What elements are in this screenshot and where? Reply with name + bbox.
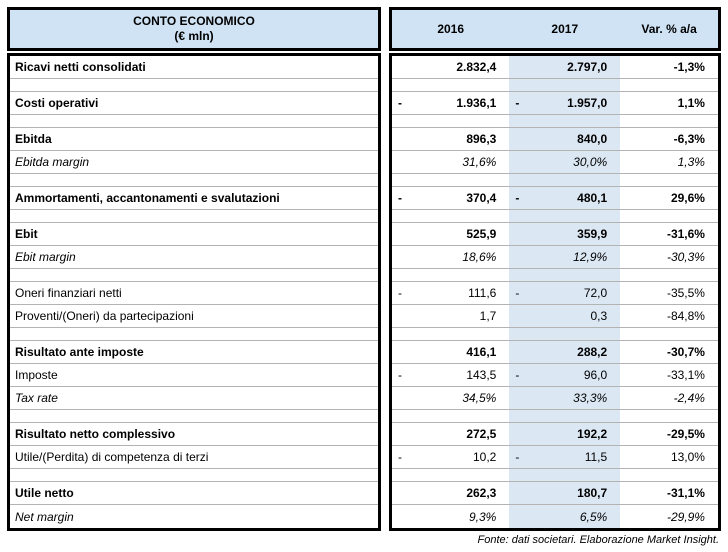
label-row xyxy=(10,341,378,364)
row-label: Ebit xyxy=(15,227,38,241)
cell-var xyxy=(620,92,718,114)
label-row xyxy=(10,423,378,446)
values-row xyxy=(392,223,718,246)
minus-sign: - xyxy=(515,368,520,382)
value-var: -29,5% xyxy=(666,427,705,441)
value-2017: 180,7 xyxy=(577,486,608,500)
spacer-values-row xyxy=(392,410,718,423)
cell-2016 xyxy=(392,128,509,150)
row-label: Costi operativi xyxy=(15,96,99,110)
cell-var xyxy=(620,187,718,209)
cell-2016 xyxy=(392,174,509,186)
value-2016: 1,7 xyxy=(479,309,497,323)
value-2016: 9,3% xyxy=(469,509,497,524)
cell-var xyxy=(620,115,718,127)
tables-container xyxy=(7,7,721,531)
column-header-2017: 2017 xyxy=(551,22,579,36)
cell-2016 xyxy=(392,223,509,245)
spacer-row xyxy=(10,328,378,341)
column-header-2016: 2016 xyxy=(437,22,465,36)
value-2017: 840,0 xyxy=(577,132,608,146)
cell-2017 xyxy=(509,423,620,445)
cell-2017 xyxy=(509,174,620,186)
spacer-values-row xyxy=(392,174,718,187)
minus-sign: - xyxy=(398,368,402,382)
values-row xyxy=(392,387,718,410)
spacer-values-row xyxy=(392,328,718,341)
label-row xyxy=(10,387,378,410)
value-2016: 272,5 xyxy=(466,427,497,441)
column-header-var: Var. % a/a xyxy=(641,22,697,36)
minus-sign: - xyxy=(398,96,402,110)
value-2017: 2.797,0 xyxy=(567,60,608,74)
values-row xyxy=(392,423,718,446)
cell-var xyxy=(620,341,718,363)
spacer-row xyxy=(10,210,378,223)
cell-var xyxy=(620,79,718,91)
row-label: Utile/(Perdita) di competenza di terzi xyxy=(15,450,209,464)
value-var: 1,3% xyxy=(677,155,705,169)
cell-2017 xyxy=(509,92,620,114)
label-row xyxy=(10,282,378,305)
row-label: Imposte xyxy=(15,368,58,382)
cell-2017 xyxy=(509,446,620,468)
cell-2017 xyxy=(509,341,620,363)
cell-2017 xyxy=(509,282,620,304)
source-note: Fonte: dati societari. Elaborazione Market Insight. xyxy=(477,534,719,546)
row-label: Ammortamenti, accantonamenti e svalutazioni xyxy=(15,191,280,205)
spacer-values-row xyxy=(392,269,718,282)
values-row xyxy=(392,364,718,387)
labels-table-body xyxy=(7,53,381,531)
labels-table xyxy=(7,7,381,531)
minus-sign: - xyxy=(398,286,402,300)
cell-2016 xyxy=(392,387,509,409)
cell-2017 xyxy=(509,115,620,127)
value-2017: 288,2 xyxy=(577,345,608,359)
cell-2016 xyxy=(392,341,509,363)
cell-var xyxy=(620,410,718,422)
cell-var xyxy=(620,305,718,327)
row-label: Proventi/(Oneri) da partecipazioni xyxy=(15,309,194,323)
value-2017: 33,3% xyxy=(573,391,608,405)
minus-sign: - xyxy=(515,450,520,464)
labels-table-header xyxy=(7,7,381,51)
cell-2016 xyxy=(392,246,509,268)
values-row xyxy=(392,341,718,364)
value-2016: 1.936,1 xyxy=(456,96,497,110)
cell-2016 xyxy=(392,364,509,386)
cell-var xyxy=(620,174,718,186)
cell-2017 xyxy=(509,482,620,504)
value-var: 29,6% xyxy=(670,191,705,205)
value-2017: 30,0% xyxy=(573,155,608,169)
value-2016: 31,6% xyxy=(462,155,497,169)
value-var: -30,3% xyxy=(666,250,705,264)
value-var: -31,1% xyxy=(666,486,705,500)
label-row xyxy=(10,151,378,174)
row-label: Oneri finanziari netti xyxy=(15,286,122,300)
cell-2016 xyxy=(392,282,509,304)
cell-var xyxy=(620,423,718,445)
value-2017: 12,9% xyxy=(573,250,608,264)
value-2016: 10,2 xyxy=(473,450,497,464)
value-2017: 1.957,0 xyxy=(567,96,608,110)
spacer-row xyxy=(10,410,378,423)
row-label: Ebit margin xyxy=(15,250,76,264)
cell-2017 xyxy=(509,223,620,245)
cell-2016 xyxy=(392,410,509,422)
cell-var xyxy=(620,364,718,386)
label-row xyxy=(10,92,378,115)
label-row xyxy=(10,505,378,528)
cell-2017 xyxy=(509,128,620,150)
value-2016: 2.832,4 xyxy=(456,60,497,74)
cell-2017 xyxy=(509,410,620,422)
values-row xyxy=(392,246,718,269)
value-var: -6,3% xyxy=(673,132,705,146)
row-label: Tax rate xyxy=(15,391,58,405)
cell-2016 xyxy=(392,482,509,504)
cell-2016 xyxy=(392,469,509,481)
cell-var xyxy=(620,223,718,245)
table-title-line2: (€ mln) xyxy=(174,29,214,43)
cell-2016 xyxy=(392,92,509,114)
row-label: Ebitda margin xyxy=(15,155,90,169)
spacer-row xyxy=(10,269,378,282)
cell-2017 xyxy=(509,187,620,209)
label-row xyxy=(10,364,378,387)
cell-var xyxy=(620,446,718,468)
values-table-header xyxy=(389,7,721,51)
cell-2016 xyxy=(392,79,509,91)
spacer-values-row xyxy=(392,79,718,92)
value-2017: 11,5 xyxy=(584,450,608,464)
value-var: -1,3% xyxy=(673,60,705,74)
row-label: Net margin xyxy=(15,509,74,524)
cell-2016 xyxy=(392,56,509,78)
cell-2016 xyxy=(392,115,509,127)
cell-var xyxy=(620,482,718,504)
cell-var xyxy=(620,56,718,78)
value-2016: 262,3 xyxy=(466,486,497,500)
cell-2017 xyxy=(509,469,620,481)
row-label: Utile netto xyxy=(15,486,74,500)
values-row xyxy=(392,92,718,115)
cell-var xyxy=(620,210,718,222)
cell-var xyxy=(620,282,718,304)
cell-2016 xyxy=(392,151,509,173)
values-row xyxy=(392,128,718,151)
spacer-row xyxy=(10,469,378,482)
cell-2017 xyxy=(509,305,620,327)
value-var: 13,0% xyxy=(670,450,705,464)
cell-2016 xyxy=(392,305,509,327)
values-table-body xyxy=(389,53,721,531)
cell-2017 xyxy=(509,246,620,268)
value-2016: 896,3 xyxy=(466,132,497,146)
label-row xyxy=(10,482,378,505)
label-row xyxy=(10,56,378,79)
cell-2017 xyxy=(509,505,620,528)
cell-2017 xyxy=(509,79,620,91)
spacer-values-row xyxy=(392,469,718,482)
cell-var xyxy=(620,387,718,409)
value-2016: 143,5 xyxy=(466,368,497,382)
value-2016: 416,1 xyxy=(466,345,497,359)
label-row xyxy=(10,223,378,246)
cell-2017 xyxy=(509,387,620,409)
value-2016: 111,6 xyxy=(468,286,497,300)
values-row xyxy=(392,446,718,469)
label-row xyxy=(10,187,378,210)
spacer-row xyxy=(10,174,378,187)
value-2016: 18,6% xyxy=(462,250,497,264)
value-var: -33,1% xyxy=(666,368,705,382)
values-row xyxy=(392,187,718,210)
value-var: -2,4% xyxy=(673,391,705,405)
minus-sign: - xyxy=(515,96,520,110)
row-label: Ebitda xyxy=(15,132,52,146)
cell-var xyxy=(620,469,718,481)
cell-var xyxy=(620,151,718,173)
value-2017: 0,3 xyxy=(590,309,608,323)
value-var: 1,1% xyxy=(677,96,705,110)
cell-var xyxy=(620,128,718,150)
cell-var xyxy=(620,269,718,281)
cell-var xyxy=(620,328,718,340)
cell-2016 xyxy=(392,210,509,222)
cell-var xyxy=(620,505,718,528)
cell-2017 xyxy=(509,56,620,78)
value-2017: 359,9 xyxy=(577,227,608,241)
minus-sign: - xyxy=(515,286,520,300)
minus-sign: - xyxy=(515,191,520,205)
label-row xyxy=(10,128,378,151)
spacer-values-row xyxy=(392,115,718,128)
values-row xyxy=(392,505,718,528)
value-var: -84,8% xyxy=(666,309,705,323)
value-2016: 525,9 xyxy=(466,227,497,241)
value-var: -35,5% xyxy=(666,286,705,300)
minus-sign: - xyxy=(398,191,402,205)
minus-sign: - xyxy=(398,450,402,464)
cell-2017 xyxy=(509,151,620,173)
cell-2016 xyxy=(392,328,509,340)
label-row xyxy=(10,246,378,269)
table-title-line1: CONTO ECONOMICO xyxy=(133,14,255,28)
cell-2016 xyxy=(392,187,509,209)
label-row xyxy=(10,446,378,469)
cell-2017 xyxy=(509,210,620,222)
label-row xyxy=(10,305,378,328)
value-2017: 72,0 xyxy=(583,286,608,300)
value-2017: 96,0 xyxy=(583,368,608,382)
values-row xyxy=(392,305,718,328)
values-row xyxy=(392,282,718,305)
cell-2017 xyxy=(509,364,620,386)
cell-2017 xyxy=(509,328,620,340)
cell-2016 xyxy=(392,505,509,528)
spacer-row xyxy=(10,115,378,128)
spacer-row xyxy=(10,79,378,92)
cell-2016 xyxy=(392,269,509,281)
value-2017: 6,5% xyxy=(579,509,608,524)
cell-var xyxy=(620,246,718,268)
cell-2016 xyxy=(392,423,509,445)
spacer-values-row xyxy=(392,210,718,223)
value-var: -31,6% xyxy=(666,227,705,241)
cell-2016 xyxy=(392,446,509,468)
value-var: -29,9% xyxy=(666,509,705,524)
values-row xyxy=(392,482,718,505)
value-var: -30,7% xyxy=(666,345,705,359)
values-row xyxy=(392,151,718,174)
row-label: Risultato ante imposte xyxy=(15,345,144,359)
values-table xyxy=(389,7,721,531)
value-2017: 480,1 xyxy=(577,191,608,205)
value-2016: 370,4 xyxy=(466,191,497,205)
values-row xyxy=(392,56,718,79)
value-2017: 192,2 xyxy=(577,427,608,441)
value-2016: 34,5% xyxy=(462,391,497,405)
row-label: Ricavi netti consolidati xyxy=(15,60,146,74)
cell-2017 xyxy=(509,269,620,281)
row-label: Risultato netto complessivo xyxy=(15,427,176,441)
